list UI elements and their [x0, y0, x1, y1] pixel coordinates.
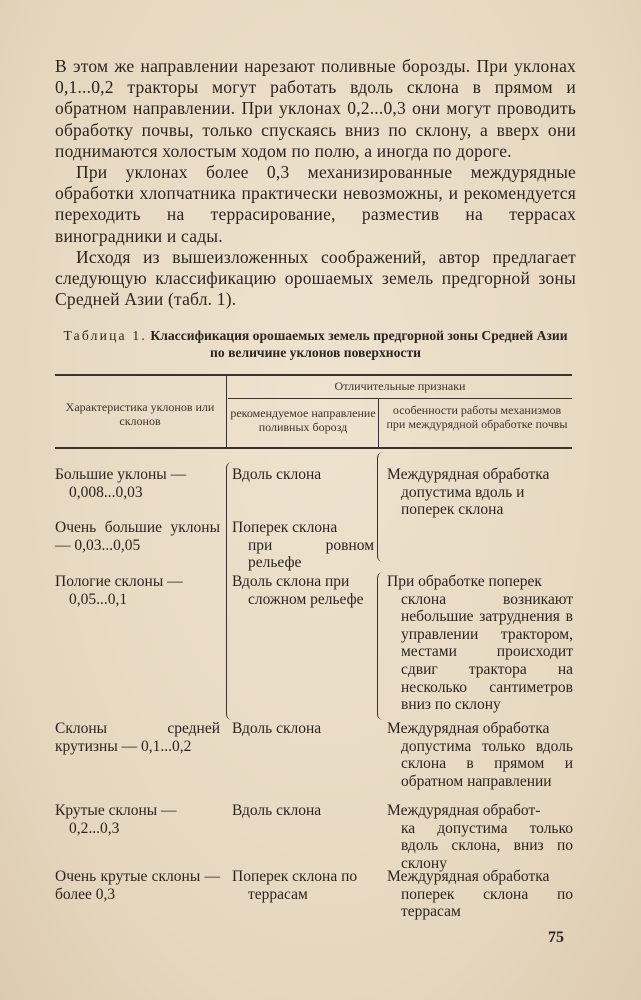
row-6-characteristic: Очень крутые склоны — более 0,3	[55, 868, 220, 903]
paragraph-2: При уклонах более 0,3 механизированные междурядные обработки хлопчатника практически невозможны, и рекомендуется переходить на террасирование, разместив на террасах виноградники и сады.	[55, 162, 576, 246]
row-4-direction: Вдоль склона	[232, 720, 322, 737]
row-3-direction: Вдоль склона при сложном рельефе	[232, 573, 364, 608]
row-4-characteristic: Склоны средней крутизны — 0,1...0,2	[55, 720, 220, 755]
row-3-characteristic: Пологие склоны — 0,05...0,1	[55, 573, 183, 608]
row-2-direction: Поперек склона при ровном рельефе	[232, 519, 374, 572]
row-2-characteristic: Очень большие уклоны — 0,03...0,05	[55, 519, 220, 554]
header-col3: особенности работы механизмов при междурядной обработке почвы	[386, 403, 568, 431]
header-group: Отличительные признаки	[334, 379, 466, 393]
page-number: 75	[548, 929, 564, 946]
table-caption-title: Классификация орошаемых земель предгорной зоны Средней Азии по величине уклонов поверхности	[150, 328, 568, 360]
row-5-features: Междурядная обработ- ка допустима только вдоль склона, вниз по склону	[387, 802, 573, 872]
table-col-divider-2	[378, 398, 379, 447]
row-1-direction: Вдоль склона	[232, 466, 322, 483]
row-6-direction: Поперек склона по террасам	[232, 868, 358, 903]
brace-col3-b	[377, 572, 386, 720]
paragraph-1: В этом же направлении нарезают поливные борозды. При уклонах 0,1...0,2 тракторы могут работать вдоль склона в прямом и обратном направлении. При уклонах 0,2...0,3 они могут проводить обработку почвы, только спускаясь вниз по склону, а вверх они поднимаются холостым ходом по полю, а иногда по дороге.	[55, 56, 576, 161]
table-caption	[58, 327, 573, 361]
row-1-features: Междурядная обработка допустима вдоль и поперек склона	[387, 466, 550, 519]
row-1-characteristic: Большие уклоны — 0,008...0,03	[55, 466, 187, 501]
table-group-rule	[228, 398, 572, 399]
paragraph-3: Исходя из вышеизложенных соображений, автор предлагает следующую классификацию орошаемых земель предгорной зоны Средней Азии (табл. 1).	[55, 246, 576, 310]
table-header-bottom-rule	[55, 447, 572, 449]
table-top-rule	[55, 374, 572, 376]
brace-col3-a	[377, 452, 386, 562]
row-6-features: Междурядная обработка поперек склона по террасам	[387, 868, 573, 921]
table-caption-lead: Таблица 1.	[63, 328, 147, 343]
row-3-features: При обработке поперек склона возникают небольшие затруднения в управлении трактором, местами происходит сдвиг трактора на несколько сантиметров вниз по склону	[387, 573, 573, 714]
body-text	[55, 56, 576, 310]
table-col-divider-1	[226, 375, 227, 447]
row-5-characteristic: Крутые склоны — 0,2...0,3	[55, 802, 177, 837]
header-col1: Характеристика уклонов или склонов	[65, 400, 215, 428]
row-4-features: Междурядная обработка допустима только вдоль склона в прямом и обратном направлении	[387, 720, 573, 790]
header-col2: рекомендуемое направление поливных борозд	[230, 406, 376, 434]
row-5-direction: Вдоль склона	[232, 802, 322, 819]
